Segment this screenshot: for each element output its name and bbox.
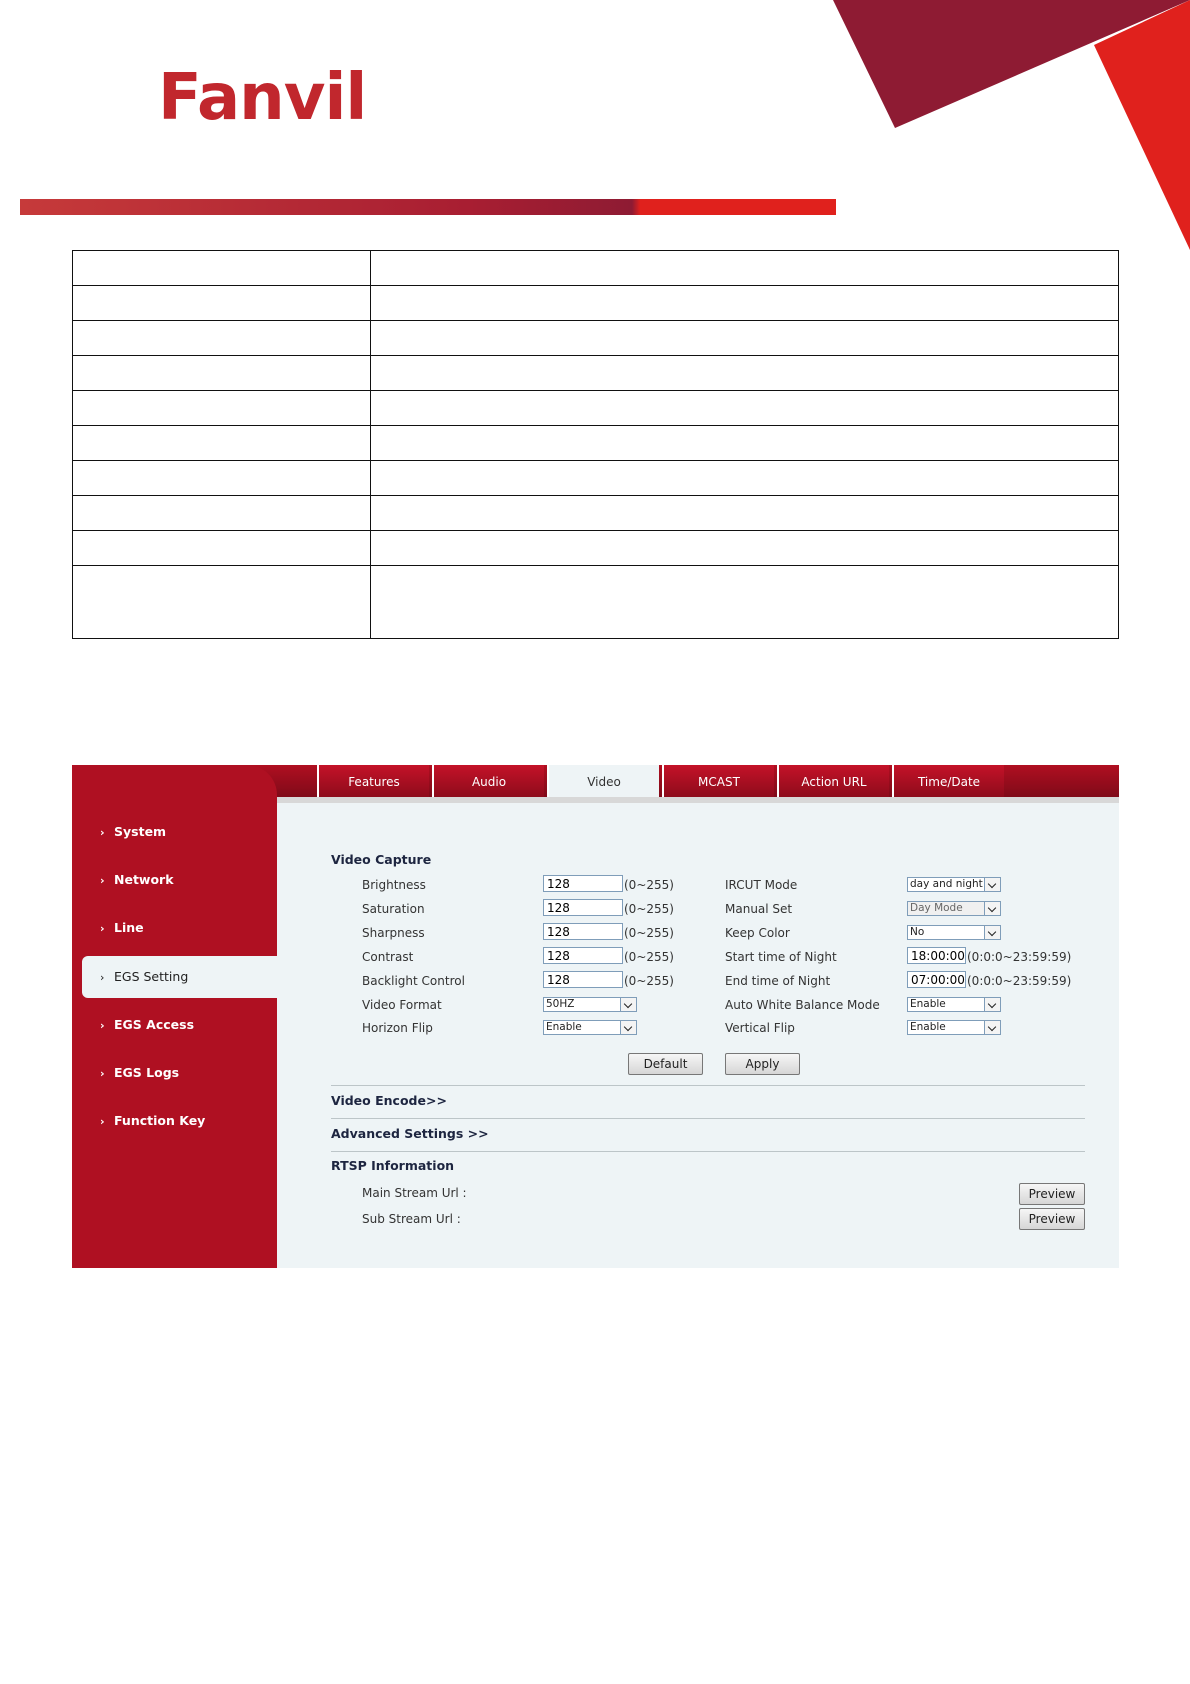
main-stream-preview-button[interactable]: Preview (1019, 1183, 1085, 1205)
table-cell (371, 391, 1119, 426)
sharpness-label: Sharpness (362, 926, 425, 940)
chevron-right-icon: › (100, 971, 105, 984)
sidebar-item-label: Function Key (114, 1113, 206, 1128)
table-cell (371, 426, 1119, 461)
table-cell (73, 321, 371, 356)
start-time-night-range: (0:0:0~23:59:59) (967, 950, 1072, 964)
brightness-range: (0~255) (624, 878, 674, 892)
table-row (73, 286, 1119, 321)
table-row (73, 321, 1119, 356)
video-format-label: Video Format (362, 998, 442, 1012)
sidebar-item-line[interactable] (72, 907, 277, 949)
table-cell (73, 461, 371, 496)
sidebar-item-label: System (114, 824, 167, 839)
sub-stream-preview-button[interactable]: Preview (1019, 1208, 1085, 1230)
main-stream-url-label: Main Stream Url : (362, 1186, 467, 1200)
table-cell (73, 566, 371, 639)
table-row (73, 566, 1119, 639)
video-format-select[interactable]: 50HZ (543, 997, 637, 1012)
table-cell (73, 496, 371, 531)
contrast-input[interactable]: 128 (543, 947, 623, 964)
table-row (73, 461, 1119, 496)
chevron-right-icon: › (100, 874, 105, 887)
contrast-range: (0~255) (624, 950, 674, 964)
sidebar-item-egs-setting[interactable] (82, 956, 277, 998)
end-time-night-label: End time of Night (725, 974, 831, 988)
divider (331, 1118, 1085, 1119)
saturation-input[interactable]: 128 (543, 899, 623, 916)
tab-mcast[interactable]: MCAST (662, 765, 774, 799)
tab-time-date[interactable]: Time/Date (892, 765, 1004, 799)
tab-action-url[interactable]: Action URL (777, 765, 889, 799)
chevron-right-icon: › (100, 826, 105, 839)
sidebar-item-label: EGS Setting (114, 969, 189, 984)
table-cell (73, 286, 371, 321)
sidebar-item-function-key[interactable] (72, 1100, 277, 1142)
rtsp-information-title: RTSP Information (331, 1158, 455, 1173)
backlight-control-range: (0~255) (624, 974, 674, 988)
sharpness-input[interactable]: 128 (543, 923, 623, 940)
apply-button[interactable]: Apply (725, 1053, 800, 1075)
sidebar-item-egs-logs[interactable] (72, 1052, 277, 1094)
tab-features[interactable]: Features (317, 765, 429, 799)
table-cell (371, 531, 1119, 566)
table-cell (73, 356, 371, 391)
start-time-night-input[interactable]: 18:00:00 (907, 947, 966, 964)
table-cell (73, 531, 371, 566)
vertical-flip-label: Vertical Flip (725, 1021, 795, 1035)
chevron-down-icon (620, 998, 636, 1011)
chevron-down-icon (984, 902, 1000, 915)
table-row (73, 251, 1119, 286)
backlight-control-label: Backlight Control (362, 974, 465, 988)
vertical-flip-select[interactable]: Enable (907, 1020, 1001, 1035)
table-cell (371, 321, 1119, 356)
brightness-label: Brightness (362, 878, 426, 892)
chevron-down-icon (984, 1021, 1000, 1034)
sidebar-item-label: Network (114, 872, 174, 887)
manual-set-select[interactable]: Day Mode (907, 901, 1001, 916)
horizon-flip-select[interactable]: Enable (543, 1020, 637, 1035)
table-cell (371, 461, 1119, 496)
table-row (73, 496, 1119, 531)
default-button[interactable]: Default (628, 1053, 703, 1075)
advanced-settings-toggle[interactable]: Advanced Settings >> (331, 1126, 489, 1141)
sidebar-item-label: EGS Logs (114, 1065, 180, 1080)
horizon-flip-label: Horizon Flip (362, 1021, 433, 1035)
table-row (73, 531, 1119, 566)
document-table (72, 250, 1119, 639)
video-capture-title: Video Capture (331, 852, 432, 867)
main-content (277, 803, 1119, 1268)
keep-color-label: Keep Color (725, 926, 790, 940)
start-time-night-label: Start time of Night (725, 950, 837, 964)
ircut-mode-label: IRCUT Mode (725, 878, 798, 892)
chevron-right-icon: › (100, 1115, 105, 1128)
chevron-down-icon (984, 926, 1000, 939)
fanvil-logo: Fanvil (158, 61, 367, 135)
ircut-mode-select[interactable]: day and night (907, 877, 1001, 892)
chevron-right-icon: › (100, 922, 105, 935)
table-cell (371, 496, 1119, 531)
sidebar-item-label: EGS Access (114, 1017, 195, 1032)
table-cell (371, 566, 1119, 639)
auto-white-balance-label: Auto White Balance Mode (725, 998, 880, 1012)
sub-stream-url-label: Sub Stream Url : (362, 1212, 461, 1226)
table-cell (371, 356, 1119, 391)
sidebar-item-network[interactable] (72, 859, 277, 901)
chevron-down-icon (984, 998, 1000, 1011)
chevron-right-icon: › (100, 1067, 105, 1080)
chevron-down-icon (984, 878, 1000, 891)
divider (331, 1151, 1085, 1152)
keep-color-select[interactable]: No (907, 925, 1001, 940)
divider (331, 1085, 1085, 1086)
video-settings-screenshot (72, 765, 1119, 1268)
table-cell (371, 286, 1119, 321)
chevron-right-icon: › (100, 1019, 105, 1032)
brightness-input[interactable]: 128 (543, 875, 623, 892)
sidebar-item-system[interactable] (72, 811, 277, 853)
sidebar-item-egs-access[interactable] (72, 1004, 277, 1046)
table-row (73, 391, 1119, 426)
tab-video[interactable]: Video (547, 765, 659, 799)
saturation-range: (0~255) (624, 902, 674, 916)
table-cell (73, 251, 371, 286)
table-cell (73, 426, 371, 461)
end-time-night-range: (0:0:0~23:59:59) (967, 974, 1072, 988)
chevron-down-icon (620, 1021, 636, 1034)
table-row (73, 356, 1119, 391)
backlight-control-input[interactable]: 128 (543, 971, 623, 988)
end-time-night-input[interactable]: 07:00:00 (907, 971, 966, 988)
contrast-label: Contrast (362, 950, 414, 964)
auto-white-balance-select[interactable]: Enable (907, 997, 1001, 1012)
saturation-label: Saturation (362, 902, 425, 916)
table-cell (371, 251, 1119, 286)
sharpness-range: (0~255) (624, 926, 674, 940)
sidebar (72, 765, 277, 1268)
manual-set-label: Manual Set (725, 902, 793, 916)
table-row (73, 426, 1119, 461)
header-bar (20, 199, 836, 215)
tab-audio[interactable]: Audio (432, 765, 544, 799)
sidebar-item-label: Line (114, 920, 144, 935)
table-cell (73, 391, 371, 426)
video-encode-toggle[interactable]: Video Encode>> (331, 1093, 447, 1108)
